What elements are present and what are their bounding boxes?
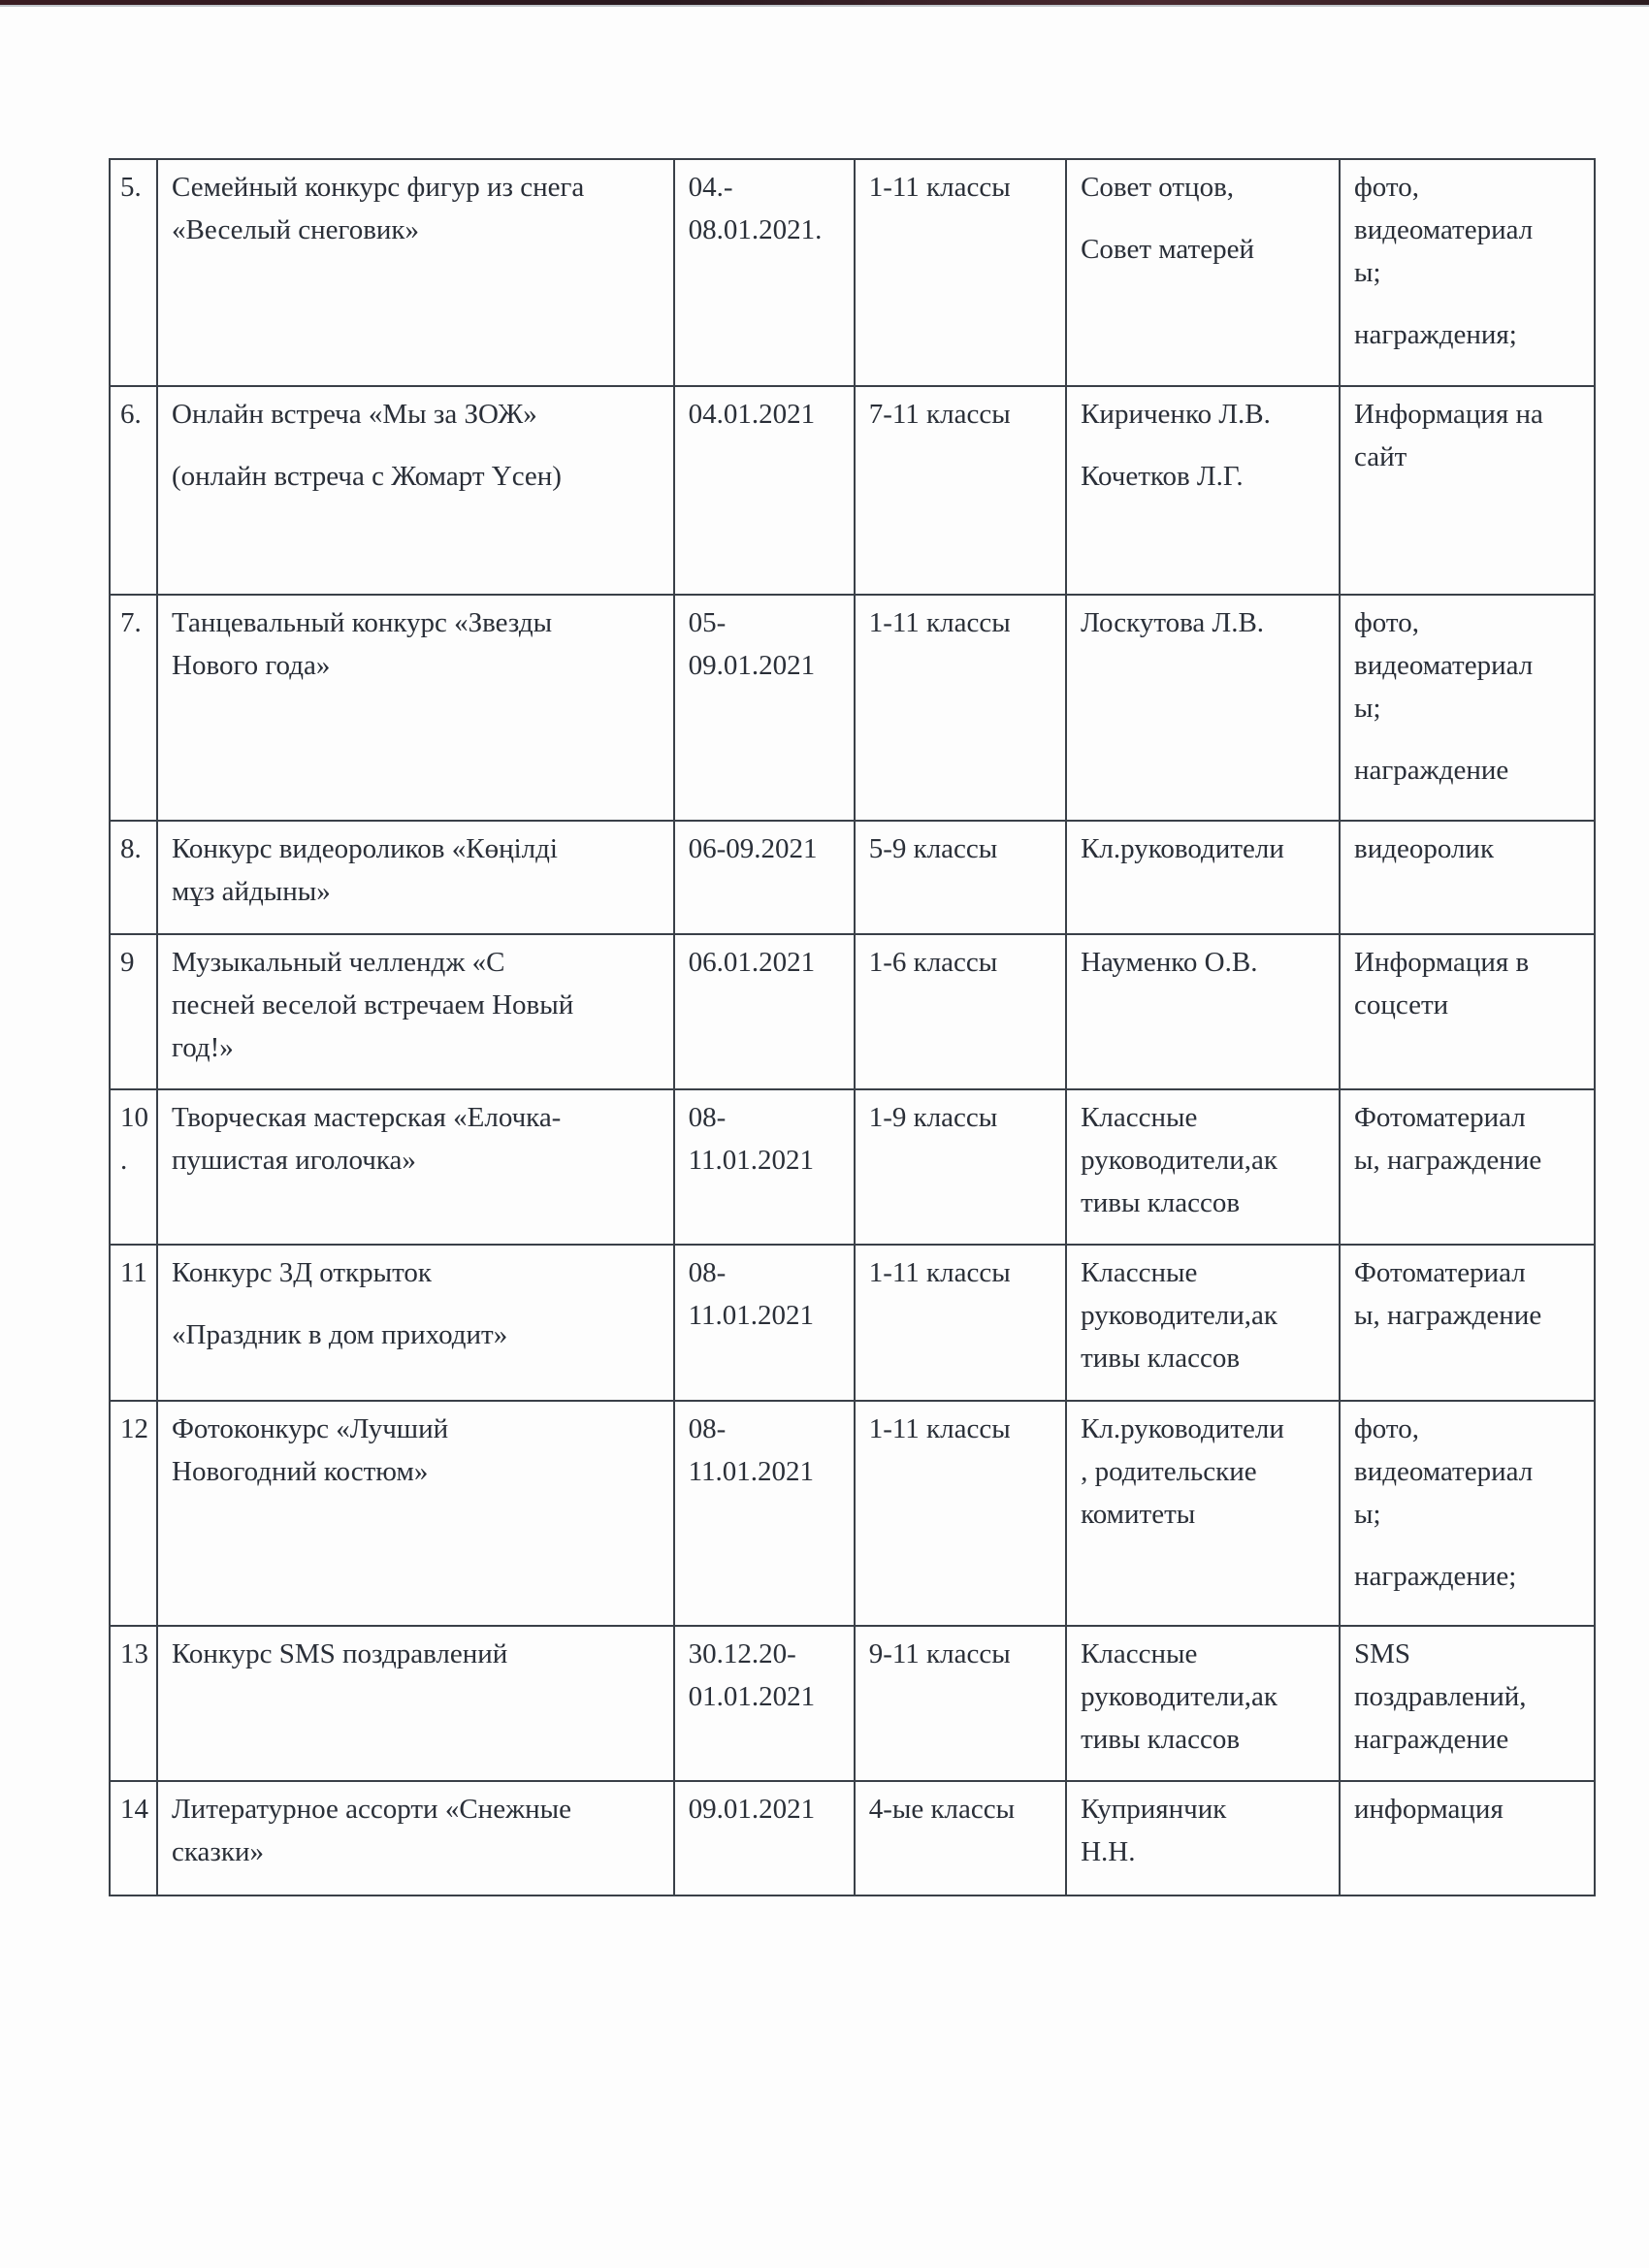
- date-cell: [674, 159, 855, 386]
- responsible-line: комитеты: [1081, 1499, 1196, 1530]
- responsible-line: тивы классов: [1081, 1343, 1241, 1374]
- result-line: ы;: [1354, 1499, 1381, 1530]
- event-name-line: Музыкальный челлендж «С: [172, 947, 505, 978]
- event-name-line: [172, 436, 663, 455]
- table-row: [110, 934, 1595, 1089]
- classes-text: 1-11 классы: [868, 172, 1011, 203]
- event-name-line: Нового года»: [172, 650, 331, 681]
- table-row: [110, 821, 1595, 934]
- responsible-line: руководители,ак: [1081, 1145, 1278, 1176]
- date-cell: [674, 1089, 855, 1245]
- responsible-line: Кл.руководители: [1081, 833, 1284, 864]
- classes-cell: [855, 159, 1066, 386]
- result-line: фото,: [1354, 607, 1419, 638]
- date-line: 11.01.2021: [688, 1456, 815, 1487]
- date-line: 08-: [688, 1102, 727, 1133]
- event-name-line: Литературное ассорти «Снежные: [172, 1794, 571, 1825]
- result-cell: [1340, 1245, 1595, 1401]
- events-table: [109, 158, 1596, 1896]
- result-line: сайт: [1354, 441, 1407, 472]
- result-line: соцсети: [1354, 989, 1449, 1021]
- classes-cell: [855, 1089, 1066, 1245]
- result-cell: [1340, 1401, 1595, 1626]
- result-line: видеоролик: [1354, 833, 1495, 864]
- responsible-line: Совет отцов,: [1081, 172, 1235, 203]
- event-name-cell: [157, 1089, 674, 1245]
- scan-edge-highlight: [0, 5, 1649, 7]
- event-name-line: (онлайн встреча с Жомарт Үсен): [172, 461, 562, 492]
- row-number-cell: [110, 595, 157, 821]
- date-line: 09.01.2021: [688, 1794, 816, 1825]
- responsible-line: Кочетков Л.Г.: [1081, 461, 1244, 492]
- responsible-cell: [1066, 159, 1340, 386]
- responsible-line: тивы классов: [1081, 1187, 1241, 1218]
- date-line: 09.01.2021: [688, 650, 816, 681]
- result-line: [1354, 294, 1584, 313]
- classes-cell: [855, 595, 1066, 821]
- result-cell: [1340, 821, 1595, 934]
- responsible-cell: [1066, 1245, 1340, 1401]
- table-row: [110, 1781, 1595, 1895]
- row-number-cell: [110, 159, 157, 386]
- row-number-cell: [110, 934, 157, 1089]
- result-line: ы;: [1354, 257, 1381, 288]
- result-line: награждения;: [1354, 319, 1517, 350]
- event-name-line: [172, 1294, 663, 1313]
- result-line: [1354, 1536, 1584, 1555]
- responsible-cell: [1066, 1626, 1340, 1781]
- date-cell: [674, 595, 855, 821]
- event-name-line: Конкурс 3Д открыток: [172, 1257, 433, 1288]
- date-line: 08-: [688, 1413, 727, 1444]
- result-line: Фотоматериал: [1354, 1102, 1526, 1133]
- date-cell: [674, 821, 855, 934]
- date-cell: [674, 1245, 855, 1401]
- date-line: 06-09.2021: [688, 833, 818, 864]
- responsible-line: Куприянчик: [1081, 1794, 1227, 1825]
- event-name-line: песней веселой встречаем Новый: [172, 989, 574, 1021]
- row-number-cell: [110, 1626, 157, 1781]
- event-name-cell: [157, 1245, 674, 1401]
- classes-text: 1-11 классы: [868, 1257, 1011, 1288]
- result-cell: [1340, 386, 1595, 595]
- responsible-line: Науменко О.В.: [1081, 947, 1258, 978]
- date-cell: [674, 934, 855, 1089]
- date-line: 30.12.20-: [688, 1638, 796, 1669]
- responsible-line: [1081, 209, 1329, 228]
- responsible-cell: [1066, 386, 1340, 595]
- responsible-line: Кл.руководители: [1081, 1413, 1284, 1444]
- classes-text: 9-11 классы: [868, 1638, 1011, 1669]
- responsible-cell: [1066, 934, 1340, 1089]
- event-name-cell: [157, 1401, 674, 1626]
- classes-text: 1-11 классы: [868, 607, 1011, 638]
- responsible-line: Лоскутова Л.В.: [1081, 607, 1265, 638]
- event-name-line: Конкурс SMS поздравлений: [172, 1638, 508, 1669]
- row-number-cell: [110, 1401, 157, 1626]
- classes-text: 4-ые классы: [868, 1794, 1016, 1825]
- result-cell: [1340, 595, 1595, 821]
- classes-cell: [855, 1401, 1066, 1626]
- table-row: [110, 1401, 1595, 1626]
- event-name-line: «Праздник в дом приходит»: [172, 1319, 508, 1350]
- responsible-line: руководители,ак: [1081, 1300, 1278, 1331]
- classes-text: 1-9 классы: [868, 1102, 998, 1133]
- responsible-line: тивы классов: [1081, 1724, 1241, 1755]
- result-line: Информация на: [1354, 399, 1543, 430]
- result-line: SMS: [1354, 1638, 1411, 1669]
- row-number-text: 7.: [120, 607, 142, 638]
- classes-text: 1-11 классы: [868, 1413, 1011, 1444]
- event-name-cell: [157, 386, 674, 595]
- responsible-line: Совет матерей: [1081, 234, 1254, 265]
- result-cell: [1340, 1626, 1595, 1781]
- classes-cell: [855, 1245, 1066, 1401]
- row-number-text: 13: [120, 1638, 148, 1669]
- result-line: ы, награждение: [1354, 1145, 1542, 1176]
- table-row: [110, 1089, 1595, 1245]
- date-line: 04.-: [688, 172, 733, 203]
- classes-cell: [855, 821, 1066, 934]
- result-cell: [1340, 934, 1595, 1089]
- row-number-text: 12: [120, 1413, 148, 1444]
- row-number-text: 11: [120, 1257, 147, 1288]
- event-name-line: Творческая мастерская «Елочка-: [172, 1102, 562, 1133]
- event-name-cell: [157, 595, 674, 821]
- date-line: 04.01.2021: [688, 399, 816, 430]
- date-line: 08.01.2021.: [688, 214, 823, 245]
- responsible-cell: [1066, 595, 1340, 821]
- row-number-text: 6.: [120, 399, 142, 430]
- table-row: [110, 1245, 1595, 1401]
- date-line: 05-: [688, 607, 727, 638]
- event-name-line: Семейный конкурс фигур из снега: [172, 172, 585, 203]
- responsible-cell: [1066, 1089, 1340, 1245]
- date-cell: [674, 1401, 855, 1626]
- table-row: [110, 386, 1595, 595]
- responsible-line: Классные: [1081, 1638, 1198, 1669]
- row-number-text: 5.: [120, 172, 142, 203]
- result-cell: [1340, 159, 1595, 386]
- result-line: награждение: [1354, 755, 1509, 786]
- event-name-line: Онлайн встреча «Мы за ЗОЖ»: [172, 399, 537, 430]
- row-number-text: 14: [120, 1794, 148, 1825]
- row-number-cell: [110, 1245, 157, 1401]
- date-line: 11.01.2021: [688, 1300, 815, 1331]
- event-name-line: «Веселый снеговик»: [172, 214, 420, 245]
- event-name-cell: [157, 1781, 674, 1895]
- date-cell: [674, 386, 855, 595]
- responsible-line: Классные: [1081, 1102, 1198, 1133]
- table-row: [110, 595, 1595, 821]
- classes-cell: [855, 934, 1066, 1089]
- result-line: Информация в: [1354, 947, 1530, 978]
- result-cell: [1340, 1781, 1595, 1895]
- event-name-line: Фотоконкурс «Лучший: [172, 1413, 449, 1444]
- responsible-line: [1081, 436, 1329, 455]
- result-line: награждение: [1354, 1724, 1509, 1755]
- row-number-cell: [110, 1781, 157, 1895]
- responsible-cell: [1066, 1781, 1340, 1895]
- responsible-line: Кириченко Л.В.: [1081, 399, 1271, 430]
- event-name-line: Новогодний костюм»: [172, 1456, 429, 1487]
- classes-cell: [855, 1781, 1066, 1895]
- table-row: [110, 159, 1595, 386]
- responsible-line: Классные: [1081, 1257, 1198, 1288]
- row-number-cell: [110, 386, 157, 595]
- events-table-body: [110, 159, 1595, 1895]
- result-line: [1354, 729, 1584, 749]
- event-name-line: сказки»: [172, 1836, 264, 1867]
- date-cell: [674, 1626, 855, 1781]
- result-cell: [1340, 1089, 1595, 1245]
- row-number-cell: [110, 1089, 157, 1245]
- row-number-text: 10 .: [120, 1102, 148, 1176]
- date-line: 11.01.2021: [688, 1145, 815, 1176]
- event-name-cell: [157, 1626, 674, 1781]
- classes-text: 1-6 классы: [868, 947, 998, 978]
- result-line: информация: [1354, 1794, 1504, 1825]
- date-cell: [674, 1781, 855, 1895]
- result-line: Фотоматериал: [1354, 1257, 1526, 1288]
- classes-text: 7-11 классы: [868, 399, 1011, 430]
- row-number-text: 8.: [120, 833, 142, 864]
- table-row: [110, 1626, 1595, 1781]
- event-name-cell: [157, 159, 674, 386]
- event-name-line: Конкурс видеороликов «Көңілді: [172, 833, 558, 864]
- event-name-line: пушистая иголочка»: [172, 1145, 416, 1176]
- event-name-cell: [157, 821, 674, 934]
- responsible-cell: [1066, 821, 1340, 934]
- responsible-line: руководители,ак: [1081, 1681, 1278, 1712]
- event-name-cell: [157, 934, 674, 1089]
- result-line: видеоматериал: [1354, 214, 1534, 245]
- responsible-line: , родительские: [1081, 1456, 1257, 1487]
- classes-cell: [855, 1626, 1066, 1781]
- responsible-cell: [1066, 1401, 1340, 1626]
- event-name-line: год!»: [172, 1032, 234, 1063]
- event-name-line: Танцевальный конкурс «Звезды: [172, 607, 553, 638]
- result-line: ы, награждение: [1354, 1300, 1542, 1331]
- date-line: 08-: [688, 1257, 727, 1288]
- result-line: видеоматериал: [1354, 1456, 1534, 1487]
- date-line: 06.01.2021: [688, 947, 816, 978]
- responsible-line: Н.Н.: [1081, 1836, 1136, 1867]
- classes-cell: [855, 386, 1066, 595]
- event-name-line: мұз айдыны»: [172, 876, 331, 907]
- result-line: фото,: [1354, 1413, 1419, 1444]
- date-line: 01.01.2021: [688, 1681, 816, 1712]
- row-number-cell: [110, 821, 157, 934]
- result-line: награждение;: [1354, 1561, 1517, 1592]
- result-line: ы;: [1354, 693, 1381, 724]
- result-line: поздравлений,: [1354, 1681, 1527, 1712]
- result-line: видеоматериал: [1354, 650, 1534, 681]
- result-line: фото,: [1354, 172, 1419, 203]
- classes-text: 5-9 классы: [868, 833, 998, 864]
- row-number-text: 9: [120, 947, 135, 978]
